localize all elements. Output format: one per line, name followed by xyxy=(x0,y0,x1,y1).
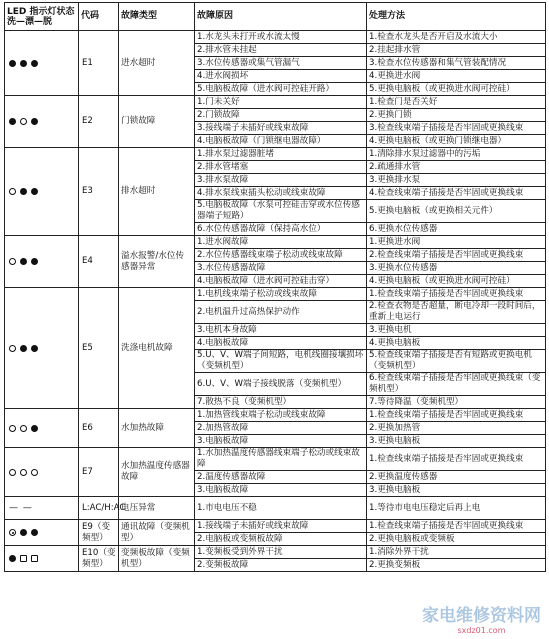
fault-method: 3.更换电脑板 xyxy=(367,435,546,448)
table-row xyxy=(5,31,546,44)
led-off-icon xyxy=(31,469,38,476)
fault-code: E1 xyxy=(79,31,119,96)
fault-cause: 3.水位传感器故障 xyxy=(195,262,367,275)
led-status-cell xyxy=(5,31,79,96)
table-row xyxy=(5,148,546,161)
fault-cause: 5.U、V、W端子间短路，电机线圈接壤损坏（变频机型） xyxy=(195,350,367,373)
led-indicators xyxy=(9,60,76,67)
fault-code: E2 xyxy=(79,96,119,148)
fault-cause: 4.进水阀损坏 xyxy=(195,70,367,83)
led-off-icon xyxy=(20,469,27,476)
fault-method: 2.更换变频板 xyxy=(367,559,546,572)
fault-cause: 5.电脑板故障（进水阀可控硅开路） xyxy=(195,83,367,96)
led-on-icon xyxy=(9,118,16,125)
fault-cause: 4.电脑板故障 xyxy=(195,337,367,350)
fault-cause: 2.排水管未挂起 xyxy=(195,44,367,57)
led-on-icon xyxy=(20,258,27,265)
fault-method: 1.消除外界干扰 xyxy=(367,546,546,559)
led-status-cell xyxy=(5,448,79,497)
fault-cause: 1.电机线束端子松动或线束故障 xyxy=(195,288,367,301)
fault-type: 进水超时 xyxy=(119,31,195,96)
fault-cause: 3.接线端子未插好或线束故障 xyxy=(195,122,367,135)
table-row xyxy=(5,448,546,471)
fault-method: 6.检查线束端子插接是否牢固或更换线束（变频机型） xyxy=(367,373,546,396)
led-on-icon xyxy=(31,60,38,67)
fault-method: 2.挂起排水管 xyxy=(367,44,546,57)
led-status-cell xyxy=(5,96,79,148)
led-status-cell xyxy=(5,409,79,448)
fault-method: 1.检查线束端子插接是否牢固或更换线束 xyxy=(367,409,546,422)
fault-method: 2.更换电脑板或变频板 xyxy=(367,533,546,546)
fault-method: 2.检查衣物是否超量，断电冷却一段时间后，重新上电运行 xyxy=(367,301,546,324)
fault-method: 4.更换电脑板（或更换进水阀可控硅） xyxy=(367,275,546,288)
led-on-icon xyxy=(31,258,38,265)
fault-cause: 2.电机温升过高热保护动作 xyxy=(195,301,367,324)
fault-method: 4.检查线束端子插接是否牢固或更换线束 xyxy=(367,187,546,200)
fault-cause: 7.散热不良（变频机型） xyxy=(195,396,367,409)
fault-cause: 2.加热管故障 xyxy=(195,422,367,435)
led-indicators xyxy=(9,555,76,562)
header-method: 处理方法 xyxy=(367,3,546,31)
header-led xyxy=(5,3,79,31)
fault-code: L:AC/H:AC xyxy=(79,497,119,520)
led-off-icon xyxy=(20,425,27,432)
fault-method: 3.更换电脑板 xyxy=(367,484,546,497)
led-off-icon xyxy=(9,425,16,432)
fault-type: 水加热故障 xyxy=(119,409,195,448)
fault-method: 3.更换排水泵 xyxy=(367,174,546,187)
fault-method: 1.等待市电电压稳定后再上电 xyxy=(367,497,546,520)
fault-method: 5.更换电脑板（或更换相关元件） xyxy=(367,200,546,223)
table-row xyxy=(5,497,546,520)
led-blink-icon xyxy=(9,529,16,536)
fault-cause: 1.变频板受到外界干扰 xyxy=(195,546,367,559)
led-off-icon xyxy=(9,188,16,195)
led-off-icon xyxy=(9,345,16,352)
led-indicators xyxy=(9,258,76,265)
fault-type: 水加热温度传感器故障 xyxy=(119,448,195,497)
fault-type: 门锁故障 xyxy=(119,96,195,148)
table-row xyxy=(5,409,546,422)
fault-code: E7 xyxy=(79,448,119,497)
fault-code: E10（变频型） xyxy=(79,546,119,572)
led-status-cell xyxy=(5,288,79,409)
fault-method: 1.检查线束端子插接是否牢固或更换线束 xyxy=(367,288,546,301)
fault-method: 1.检查水龙头是否开启及水流大小 xyxy=(367,31,546,44)
fault-method: 3.更换水位传感器 xyxy=(367,262,546,275)
led-sq-icon xyxy=(31,555,38,562)
led-on-icon xyxy=(20,529,27,536)
fault-cause: 1.加热管线束端子松动或线束故障 xyxy=(195,409,367,422)
fault-method: 7.等待降温（变频机型） xyxy=(367,396,546,409)
fault-method: 1.清除排水泵过滤器中的污垢 xyxy=(367,148,546,161)
fault-method: 2.更换门锁 xyxy=(367,109,546,122)
fault-cause: 2.变频板故障 xyxy=(195,559,367,572)
header-led-title: LED 指示灯状态 xyxy=(7,7,75,17)
fault-type: 排水超时 xyxy=(119,148,195,236)
fault-method: 1.检查门是否关好 xyxy=(367,96,546,109)
led-on-icon xyxy=(9,555,16,562)
led-status-cell xyxy=(5,236,79,288)
fault-type: 洗涤电机故障 xyxy=(119,288,195,409)
led-on-icon xyxy=(20,60,27,67)
fault-cause: 3.电脑板故障 xyxy=(195,484,367,497)
led-status-cell xyxy=(5,497,79,520)
fault-cause: 2.门锁故障 xyxy=(195,109,367,122)
fault-type: 溢水报警/水位传感器异常 xyxy=(119,236,195,288)
watermark-logo xyxy=(422,601,541,635)
fault-cause: 3.水位传感器或集气管漏气 xyxy=(195,57,367,70)
fault-code: E5 xyxy=(79,288,119,409)
fault-method: 5.更换电脑板（或更换进水阀可控硅） xyxy=(367,83,546,96)
fault-method: 1.更换进水阀 xyxy=(367,236,546,249)
fault-cause: 4.电脑板故障（进水阀可控硅击穿） xyxy=(195,275,367,288)
led-on-icon xyxy=(31,345,38,352)
fault-cause: 3.电脑板故障 xyxy=(195,435,367,448)
table-row xyxy=(5,236,546,249)
led-on-icon xyxy=(31,425,38,432)
fault-method: 6.更换水位传感器 xyxy=(367,223,546,236)
fault-cause: 3.排水泵故障 xyxy=(195,174,367,187)
header-led-subtitle: 洗—漂—脱 xyxy=(7,17,53,27)
fault-type: 通讯故障（变频机型） xyxy=(119,520,195,546)
led-status-cell xyxy=(5,520,79,546)
table-row xyxy=(5,288,546,301)
led-off-icon xyxy=(20,118,27,125)
fault-cause: 1.市电电压不稳 xyxy=(195,497,367,520)
led-on-icon xyxy=(31,118,38,125)
led-status-cell xyxy=(5,546,79,572)
header-type: 故障类型 xyxy=(119,3,195,31)
led-on-icon xyxy=(20,188,27,195)
fault-code: E4 xyxy=(79,236,119,288)
fault-type: 变频板故障（变频机型） xyxy=(119,546,195,572)
led-indicators xyxy=(9,188,76,195)
led-on-icon xyxy=(31,529,38,536)
fault-cause: 6.水位传感器故障（保持高水位） xyxy=(195,223,367,236)
fault-cause: 2.电脑板或变频板故障 xyxy=(195,533,367,546)
led-on-icon xyxy=(9,60,16,67)
led-on-icon xyxy=(20,345,27,352)
table-row xyxy=(5,520,546,533)
fault-code-table xyxy=(4,2,546,572)
fault-method: 3.检查线束端子插接是否牢固或更换线束 xyxy=(367,122,546,135)
fault-cause: 1.水龙头未打开或水流太慢 xyxy=(195,31,367,44)
led-on-icon xyxy=(31,188,38,195)
led-indicators xyxy=(9,503,76,514)
led-dash-icon: — — xyxy=(9,502,33,513)
fault-method: 2.检查线束端子插接是否牢固或更换线束 xyxy=(367,249,546,262)
fault-method: 5.检查线束端子插接是否有短路或更换电机（变频机型） xyxy=(367,350,546,373)
fault-cause: 1.水加热温度传感器线束端子松动或线束故障 xyxy=(195,448,367,471)
led-off-icon xyxy=(9,469,16,476)
fault-cause: 2.排水管堵塞 xyxy=(195,161,367,174)
led-indicators xyxy=(9,345,76,352)
fault-cause: 1.接线端子未插好或线束故障 xyxy=(195,520,367,533)
fault-cause: 4.电脑板故障（门锁继电器故障） xyxy=(195,135,367,148)
fault-type: 电压异常 xyxy=(119,497,195,520)
table-row xyxy=(5,96,546,109)
fault-method: 2.更换加热管 xyxy=(367,422,546,435)
table-header-row xyxy=(5,3,546,31)
header-cause: 故障原因 xyxy=(195,3,367,31)
fault-method: 2.更换温度传感器 xyxy=(367,471,546,484)
fault-cause: 2.水位传感器线束端子松动或线束故障 xyxy=(195,249,367,262)
fault-method: 4.更换电脑板（或更换门锁继电器） xyxy=(367,135,546,148)
header-code: 代码 xyxy=(79,3,119,31)
fault-method: 3.检查水位传感器和集气管装配情况 xyxy=(367,57,546,70)
fault-code: E9（变频型） xyxy=(79,520,119,546)
fault-method: 4.更换电脑板 xyxy=(367,337,546,350)
led-sq-icon xyxy=(20,555,27,562)
fault-cause: 1.进水阀故障 xyxy=(195,236,367,249)
table-body xyxy=(5,31,546,572)
fault-cause: 5.电脑板故障（水泵可控硅击穿或水位传感器端子短路） xyxy=(195,200,367,223)
fault-cause: 1.门未关好 xyxy=(195,96,367,109)
led-indicators xyxy=(9,118,76,125)
fault-method: 1.检查线束端子插接是否牢固或更换线束 xyxy=(367,448,546,471)
fault-cause: 3.电机本身故障 xyxy=(195,324,367,337)
led-indicators xyxy=(9,425,76,432)
fault-cause: 4.排水泵线束插头松动或线束故障 xyxy=(195,187,367,200)
fault-method: 4.更换进水阀 xyxy=(367,70,546,83)
fault-code: E6 xyxy=(79,409,119,448)
fault-method: 2.疏通排水管 xyxy=(367,161,546,174)
led-status-cell xyxy=(5,148,79,236)
led-off-icon xyxy=(9,258,16,265)
fault-code: E3 xyxy=(79,148,119,236)
fault-method: 3.更换电机 xyxy=(367,324,546,337)
fault-method: 1.检查线束端子插接是否牢固或更换线束 xyxy=(367,520,546,533)
table-row xyxy=(5,546,546,559)
fault-cause: 2.温度传感器故障 xyxy=(195,471,367,484)
watermark-text: 家电维修资料网 xyxy=(422,606,541,626)
fault-cause: 6.U、V、W端子接线脱落（变频机型） xyxy=(195,373,367,396)
led-indicators xyxy=(9,529,76,536)
fault-cause: 1.排水泵过滤器脏堵 xyxy=(195,148,367,161)
watermark-url: sxdz01.com xyxy=(457,626,506,635)
led-indicators xyxy=(9,469,76,476)
